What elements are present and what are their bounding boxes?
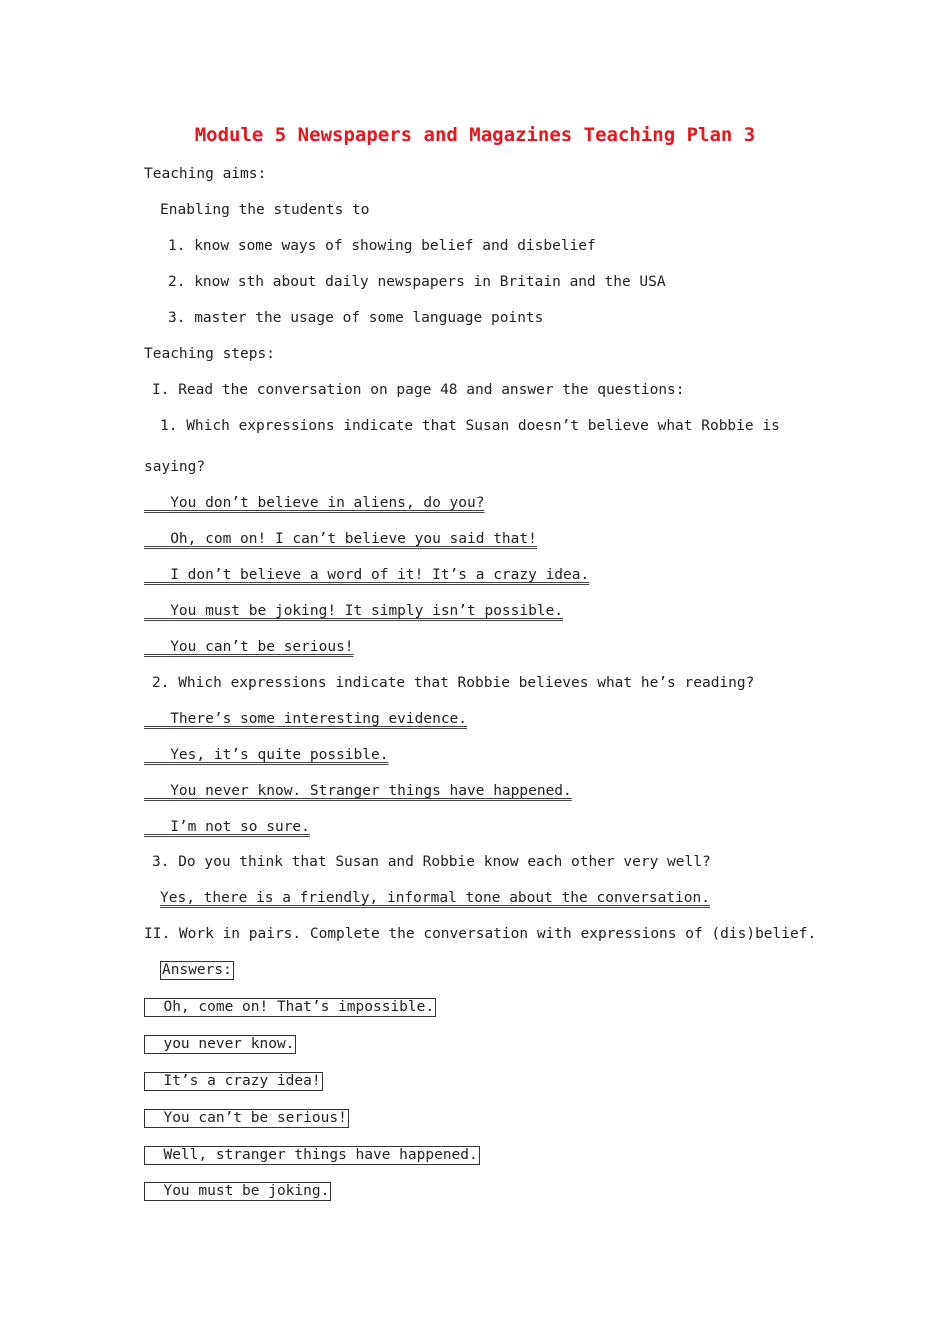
page-title: Module 5 Newspapers and Magazines Teaching Plan 3 [194, 124, 756, 146]
answer-line [144, 782, 572, 800]
aims-heading: Teaching aims: [144, 166, 267, 182]
aim-item: 1. know some ways of showing belief and disbelief [168, 238, 596, 254]
answer-line [144, 746, 388, 764]
answer-line [144, 494, 484, 512]
boxed-answer [144, 1109, 349, 1127]
boxed-answer [144, 1182, 331, 1200]
answer-text: you never know. [163, 1036, 295, 1052]
boxed-answer [144, 1035, 296, 1053]
answer-text: You never know. Stranger things have happened. [170, 783, 572, 799]
answer-line [144, 818, 310, 836]
aims-intro: Enabling the students to [160, 202, 370, 218]
boxed-answer [144, 1146, 480, 1164]
answer-line [144, 602, 563, 620]
answer-line [160, 889, 710, 907]
answer-text: I don’t believe a word of it! It’s a crazy idea. [170, 567, 590, 583]
answer-text: You must be joking! It simply isn’t possible. [170, 603, 564, 619]
answers-label-text: Answers: [162, 962, 232, 978]
question-1: 1. Which expressions indicate that Susan doesn’t believe what Robbie is [160, 418, 780, 434]
answer-text: I’m not so sure. [170, 819, 310, 835]
aim-item: 2. know sth about daily newspapers in Britain and the USA [168, 274, 666, 290]
answer-line [144, 710, 467, 728]
question-3: 3. Do you think that Susan and Robbie know each other very well? [152, 854, 711, 870]
aim-item: 3. master the usage of some language points [168, 310, 544, 326]
answer-text: You can’t be serious! [170, 639, 354, 655]
answer-text: It’s a crazy idea! [163, 1073, 321, 1089]
answer-line [144, 638, 354, 656]
boxed-answer [144, 1072, 323, 1090]
answer-text: Oh, com on! I can’t believe you said that! [170, 531, 537, 547]
question-2: 2. Which expressions indicate that Robbie believes what he’s reading? [152, 675, 755, 691]
boxed-answer [144, 998, 436, 1016]
answers-label [160, 961, 234, 979]
answer-line [144, 566, 589, 584]
answer-text: Oh, come on! That’s impossible. [163, 999, 435, 1015]
question-1-cont: saying? [144, 459, 206, 475]
answer-text: Yes, there is a friendly, informal tone about the conversation. [160, 890, 710, 906]
answer-text: There’s some interesting evidence. [170, 711, 468, 727]
answer-line [144, 530, 537, 548]
steps-heading: Teaching steps: [144, 346, 275, 362]
section2-heading: II. Work in pairs. Complete the conversation with expressions of (dis)belief. [144, 926, 817, 942]
answer-text: You can’t be serious! [163, 1110, 347, 1126]
answer-text: Well, stranger things have happened. [163, 1147, 478, 1163]
section1-heading: I. Read the conversation on page 48 and answer the questions: [152, 382, 685, 398]
answer-text: Yes, it’s quite possible. [170, 747, 389, 763]
answer-text: You must be joking. [163, 1183, 330, 1199]
answer-text: You don’t believe in aliens, do you? [170, 495, 485, 511]
